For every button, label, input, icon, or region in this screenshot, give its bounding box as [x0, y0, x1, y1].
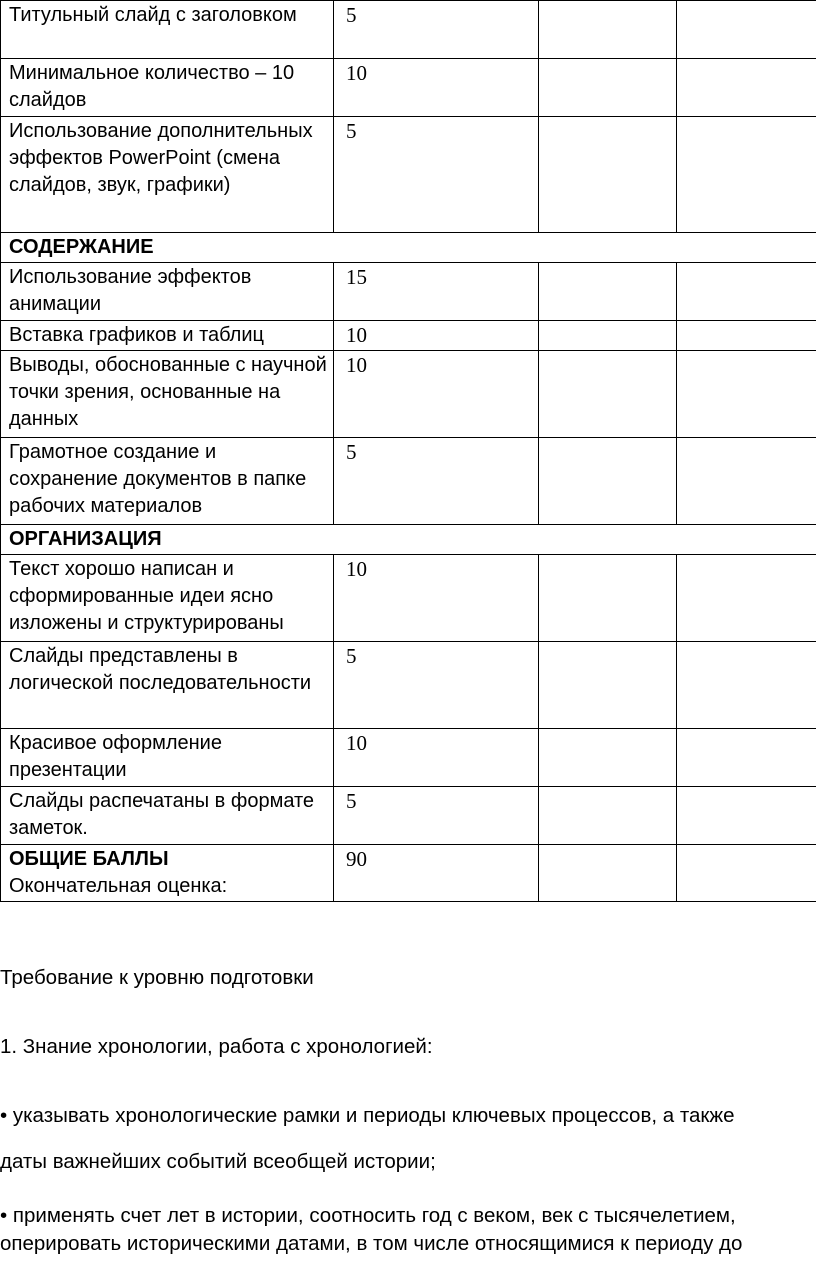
empty-cell	[539, 59, 677, 117]
empty-cell	[677, 555, 816, 642]
empty-cell	[539, 729, 677, 787]
empty-cell	[539, 642, 677, 729]
requirements-heading: Требование к уровню подготовки	[0, 966, 314, 989]
criterion-cell: Слайды распечатаны в формате заметок.	[1, 787, 334, 845]
table-row	[1, 1, 816, 59]
empty-cell	[539, 1, 677, 59]
empty-cell	[539, 321, 677, 351]
empty-cell	[539, 555, 677, 642]
body-text	[0, 1093, 816, 1185]
table-row	[1, 321, 816, 351]
criterion-cell: Титульный слайд с заголовком	[1, 1, 334, 59]
body-text	[0, 1202, 816, 1258]
table-row	[1, 642, 816, 729]
bullet-line: оперировать историческими датами, в том числе относящимися к периоду до	[0, 1232, 743, 1255]
table-row	[1, 351, 816, 438]
table-row	[1, 263, 816, 321]
empty-cell	[539, 845, 677, 902]
table-row	[1, 438, 816, 525]
empty-cell	[539, 117, 677, 233]
points-cell: 10	[334, 321, 539, 351]
points-cell: 5	[334, 787, 539, 845]
table-row	[1, 555, 816, 642]
section-heading: СОДЕРЖАНИЕ	[1, 233, 816, 263]
total-title: ОБЩИЕ БАЛЛЫ	[9, 848, 169, 870]
criterion-cell: Слайды представлены в логической последовательности	[1, 642, 334, 729]
table-row	[1, 787, 816, 845]
bullet-line: даты важнейших событий всеобщей истории;	[0, 1150, 436, 1173]
points-cell: 10	[334, 351, 539, 438]
table-row	[1, 117, 816, 233]
points-cell: 5	[334, 438, 539, 525]
empty-cell	[677, 642, 816, 729]
empty-cell	[677, 263, 816, 321]
section-row	[1, 525, 816, 555]
empty-cell	[539, 351, 677, 438]
empty-cell	[539, 438, 677, 525]
empty-cell	[677, 59, 816, 117]
body-text	[0, 958, 816, 998]
bullet-line: • указывать хронологические рамки и периоды ключевых процессов, а также	[0, 1104, 735, 1127]
empty-cell	[677, 438, 816, 525]
total-label-cell	[1, 845, 334, 902]
points-cell: 5	[334, 642, 539, 729]
bullet-line: • применять счет лет в истории, соотносить год с веком, век с тысячелетием,	[0, 1204, 736, 1227]
empty-cell	[539, 787, 677, 845]
empty-cell	[677, 117, 816, 233]
empty-cell	[677, 321, 816, 351]
empty-cell	[539, 263, 677, 321]
empty-cell	[677, 845, 816, 902]
body-text	[0, 1027, 816, 1067]
section-heading: ОРГАНИЗАЦИЯ	[1, 525, 816, 555]
criterion-cell: Текст хорошо написан и сформированные идеи ясно изложены и структурированы	[1, 555, 334, 642]
criterion-cell: Использование дополнительных эффектов PowerPoint (смена слайдов, звук, графики)	[1, 117, 334, 233]
points-cell: 5	[334, 117, 539, 233]
total-row	[1, 845, 816, 902]
table-row	[1, 59, 816, 117]
points-cell: 10	[334, 555, 539, 642]
criterion-cell: Вставка графиков и таблиц	[1, 321, 334, 351]
empty-cell	[677, 729, 816, 787]
points-cell: 10	[334, 59, 539, 117]
criterion-cell: Минимальное количество – 10 слайдов	[1, 59, 334, 117]
criterion-cell: Использование эффектов анимации	[1, 263, 334, 321]
criterion-cell: Красивое оформление презентации	[1, 729, 334, 787]
section-row	[1, 233, 816, 263]
criterion-cell: Выводы, обоснованные с научной точки зрения, основанные на данных	[1, 351, 334, 438]
points-cell: 5	[334, 1, 539, 59]
final-grade-label: Окончательная оценка:	[9, 875, 228, 897]
points-cell: 10	[334, 729, 539, 787]
list-item: 1. Знание хронологии, работа с хронологией:	[0, 1035, 433, 1058]
table-row	[1, 729, 816, 787]
empty-cell	[677, 787, 816, 845]
criterion-cell: Грамотное создание и сохранение документов в папке рабочих материалов	[1, 438, 334, 525]
empty-cell	[677, 1, 816, 59]
empty-cell	[677, 351, 816, 438]
points-cell: 15	[334, 263, 539, 321]
total-points-cell: 90	[334, 845, 539, 902]
